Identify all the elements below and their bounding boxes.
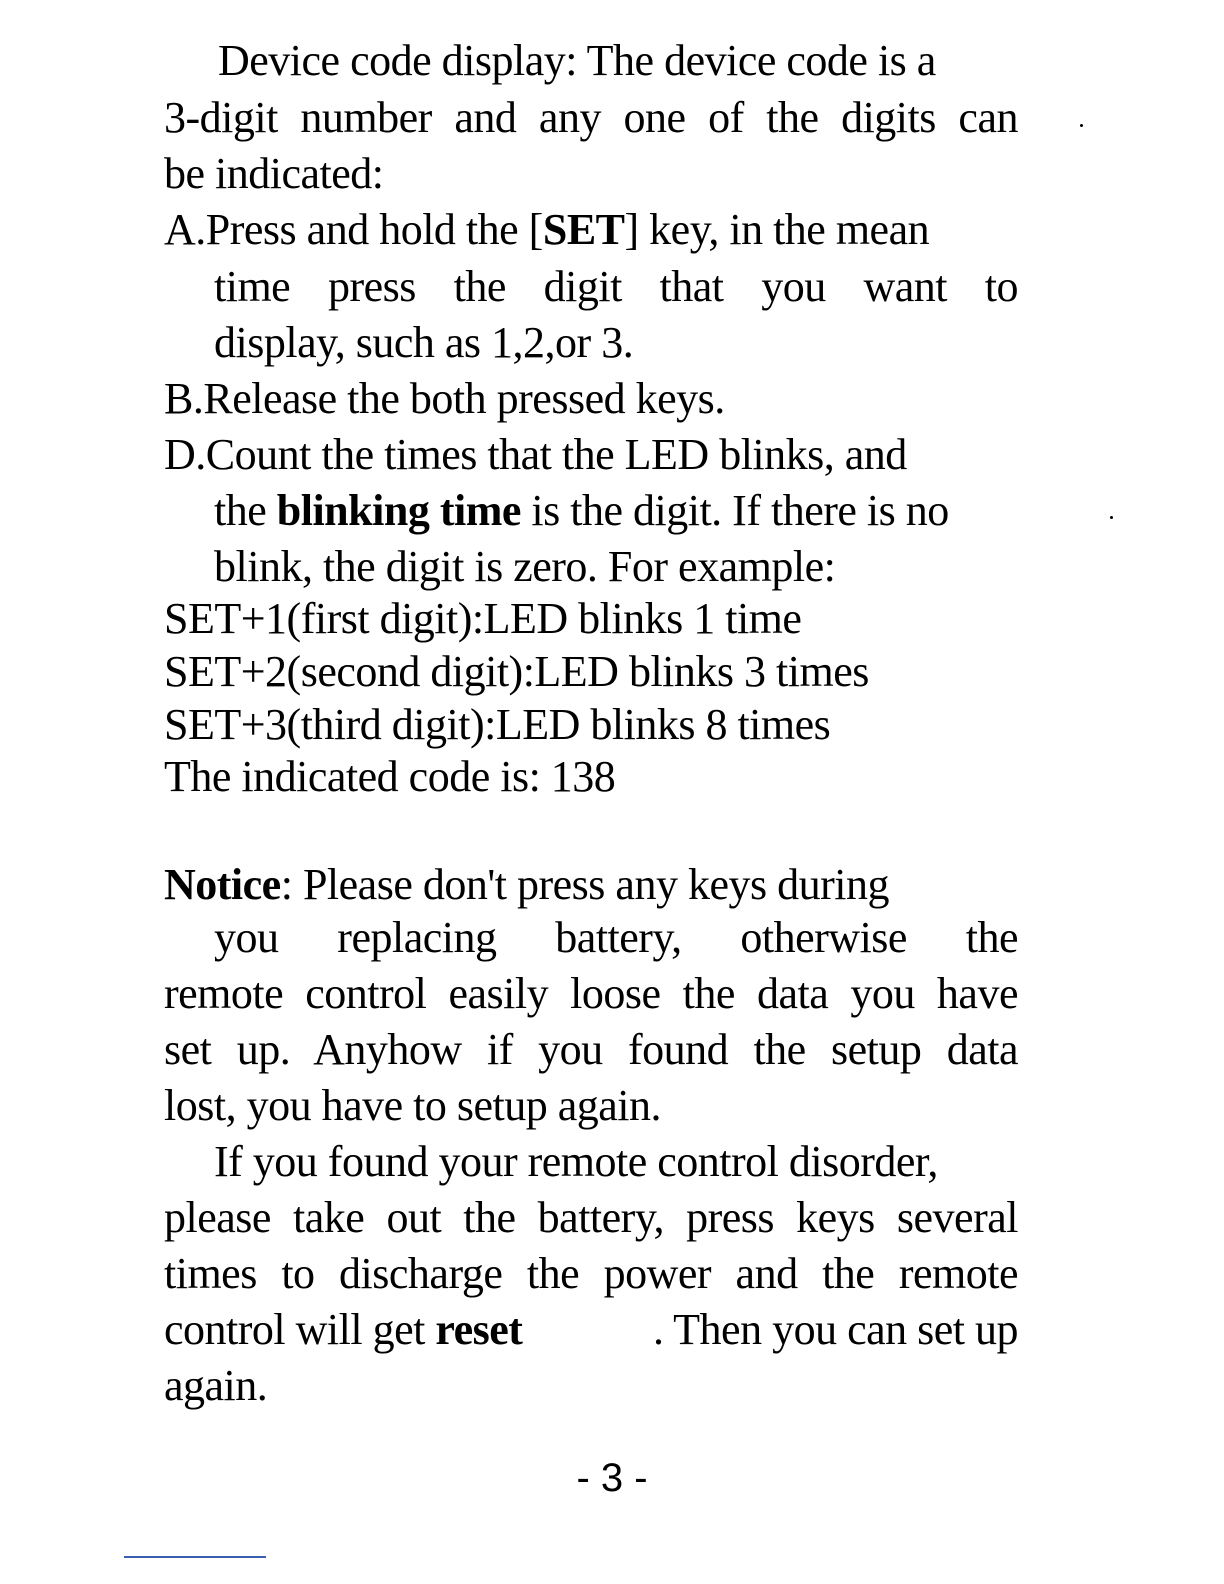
indicated-code-result: The indicated code is: 138 xyxy=(164,752,616,801)
scan-speck xyxy=(1080,124,1083,127)
reset-line-3: times to discharge the power and the remote xyxy=(164,1249,1018,1298)
page-number: - 3 - xyxy=(576,1456,648,1500)
step-d-line-2 xyxy=(214,484,949,538)
step-a-text-pre: A.Press and hold the [ xyxy=(164,205,543,254)
set-key-label: SET xyxy=(542,205,625,254)
example-3: SET+3(third digit):LED blinks 8 times xyxy=(164,700,831,749)
example-1: SET+1(first digit):LED blinks 1 time xyxy=(164,594,802,643)
blinking-time-term: blinking time xyxy=(276,486,521,535)
notice-line-1 xyxy=(164,858,889,912)
intro-line-1: Device code display: The device code is a xyxy=(218,36,936,85)
intro-line-3: be indicated: xyxy=(164,149,384,198)
step-d-line-3: blink, the digit is zero. For example: xyxy=(214,542,836,591)
step-a-line-3: display, such as 1,2,or 3. xyxy=(214,318,634,367)
reset-term: reset xyxy=(435,1305,523,1354)
footer-rule xyxy=(124,1556,266,1558)
example-2: SET+2(second digit):LED blinks 3 times xyxy=(164,647,869,696)
notice-line-5: lost, you have to setup again. xyxy=(164,1081,662,1130)
scan-speck xyxy=(1110,516,1113,519)
step-a-text-post: ] key, in the mean xyxy=(624,205,930,254)
notice-line-2: you replacing battery, otherwise the xyxy=(214,913,1018,962)
step-a-line-1 xyxy=(164,203,929,257)
reset-line-2: please take out the battery, press keys several xyxy=(164,1193,1018,1242)
step-b: B.Release the both pressed keys. xyxy=(164,374,725,423)
reset-line-5: again. xyxy=(164,1361,268,1410)
notice-label: Notice xyxy=(164,860,281,909)
intro-line-2: 3-digit number and any one of the digits can xyxy=(164,93,1018,142)
step-d-text-post: is the digit. If there is no xyxy=(520,486,949,535)
notice-line-1-text: : Please don't press any keys during xyxy=(280,860,889,909)
step-d-line-1: D.Count the times that the LED blinks, and xyxy=(164,430,907,479)
step-d-text-pre: the xyxy=(214,486,277,535)
step-a-line-2: time press the digit that you want to xyxy=(214,262,1018,311)
notice-line-3: remote control easily loose the data you have xyxy=(164,969,1018,1018)
reset-line-4-pre: control will get xyxy=(164,1305,436,1354)
reset-line-4 xyxy=(164,1303,1018,1357)
reset-line-4-post: . Then you can set up xyxy=(652,1305,1018,1354)
reset-line-1: If you found your remote control disorder, xyxy=(214,1137,938,1186)
notice-line-4: set up. Anyhow if you found the setup data xyxy=(164,1025,1018,1074)
